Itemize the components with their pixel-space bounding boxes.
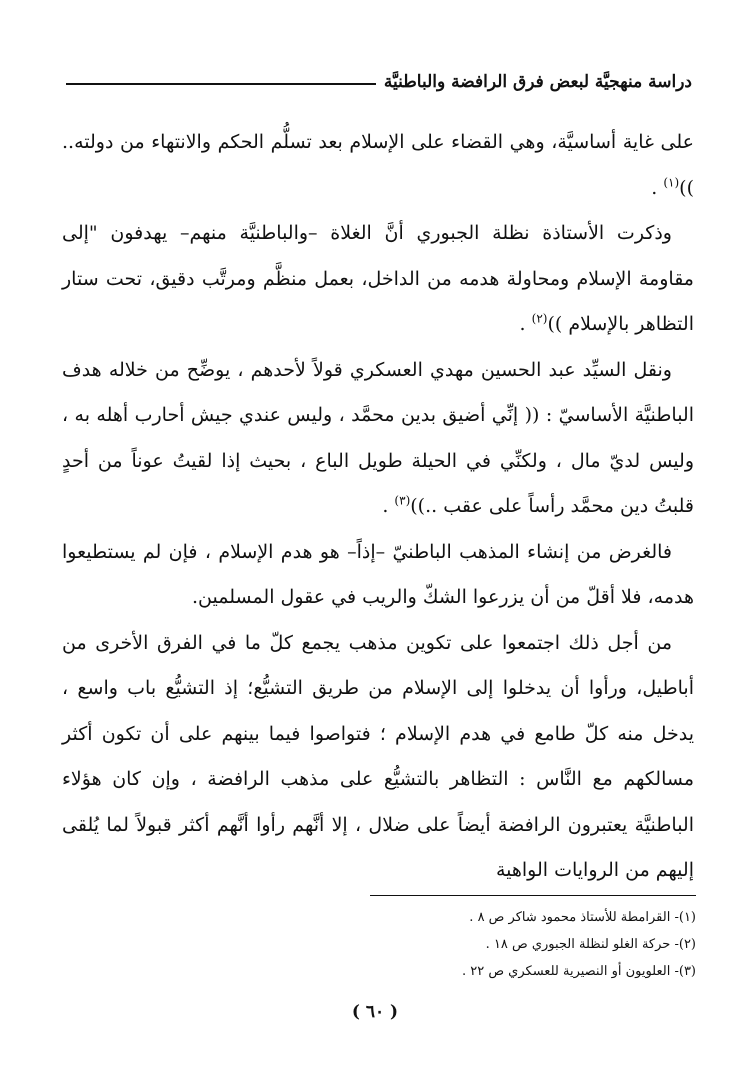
paragraph-text: فالغرض من إنشاء المذهب الباطنيّ –إذاً– هو هدم الإسلام ، فإن لم يستطيعوا هدمه، فلا أقلّ من أن يزرعوا الشكّ والريب في عقول المسلمين. [62, 540, 694, 608]
paragraph-text: وذكرت الأستاذة نظلة الجبوري أنَّ الغلاة –والباطنيَّة منهم– يهدفون "إلى مقاومة الإسلام ومحاولة هدمه من الداخل، بعمل منظَّم ومرتَّب دقيق، تحت ستار التظاهر بالإسلام )) [62, 222, 694, 335]
running-header [66, 62, 692, 92]
body-text [62, 120, 694, 894]
footnote-ref: (١) [663, 175, 680, 190]
footnotes [340, 904, 696, 985]
paragraph-text: على غاية أساسيَّة، وهي القضاء على الإسلام بعد تسلُّم الحكم والانتهاء من دولته.. )) [62, 131, 694, 199]
paragraph-2 [62, 211, 694, 348]
footnote-ref: (٣) [394, 493, 411, 508]
footnote-ref: (٢) [531, 311, 548, 326]
paragraph-text: ونقل السيِّد عبد الحسين مهدي العسكري قولاً لأحدهم ، يوضِّح من خلاله هدف الباطنيَّة الأساسيّ : (( إنِّي أضيق بدين محمَّد ، وليس عندي جيش أحارب أهله به ، وليس لديّ مال ، ولكنِّي في الحيلة طويل الباع ، بحيث إذا لقيتُ عوناً من أحدٍ قلبتُ دين محمَّد رأساً على عقب ..)) [62, 358, 694, 517]
footnote-1: (١)- القرامطة للأستاذ محمود شاكر ص ٨ . [469, 910, 696, 925]
paragraph-tail: . [382, 495, 395, 517]
paragraph-tail: . [519, 313, 532, 335]
paragraph-text: من أجل ذلك اجتمعوا على تكوين مذهب يجمع كلّ ما في الفرق الأخرى من أباطيل، ورأوا أن يدخلوا إلى الإسلام من طريق التشيُّع؛ إذ التشيُّع باب واسع ، يدخل منه كلّ طامع في هدم الإسلام ؛ فتواصوا فيما بينهم على أن تكون أكثر مسالكهم مع النَّاس : التظاهر بالتشيُّع على مذهب الرافضة ، وإن كان هؤلاء الباطنيَّة يعتبرون الرافضة أيضاً على ضلال ، إلا أنَّهم رأوا أنَّهم أكثر قبولاً لما يُلقى إليهم من الروايات الواهية [62, 631, 694, 881]
paragraph-4 [62, 530, 694, 621]
header-title: دراسة منهجيَّة لبعض فرق الرافضة والباطنيَّة [383, 72, 692, 92]
paragraph-5 [62, 621, 694, 894]
footnote-2: (٢)- حركة الغلو لنظلة الجبوري ص ١٨ . [485, 937, 696, 952]
paragraph-3 [62, 348, 694, 530]
footnote-3: (٣)- العلويون أو النصيرية للعسكري ص ٢٢ . [461, 964, 696, 979]
footnote-separator [370, 895, 696, 896]
paragraph-1 [62, 120, 694, 211]
page-number: ( ٦٠ ) [351, 1002, 399, 1022]
paragraph-tail: . [651, 176, 664, 199]
header-rule [66, 83, 376, 85]
